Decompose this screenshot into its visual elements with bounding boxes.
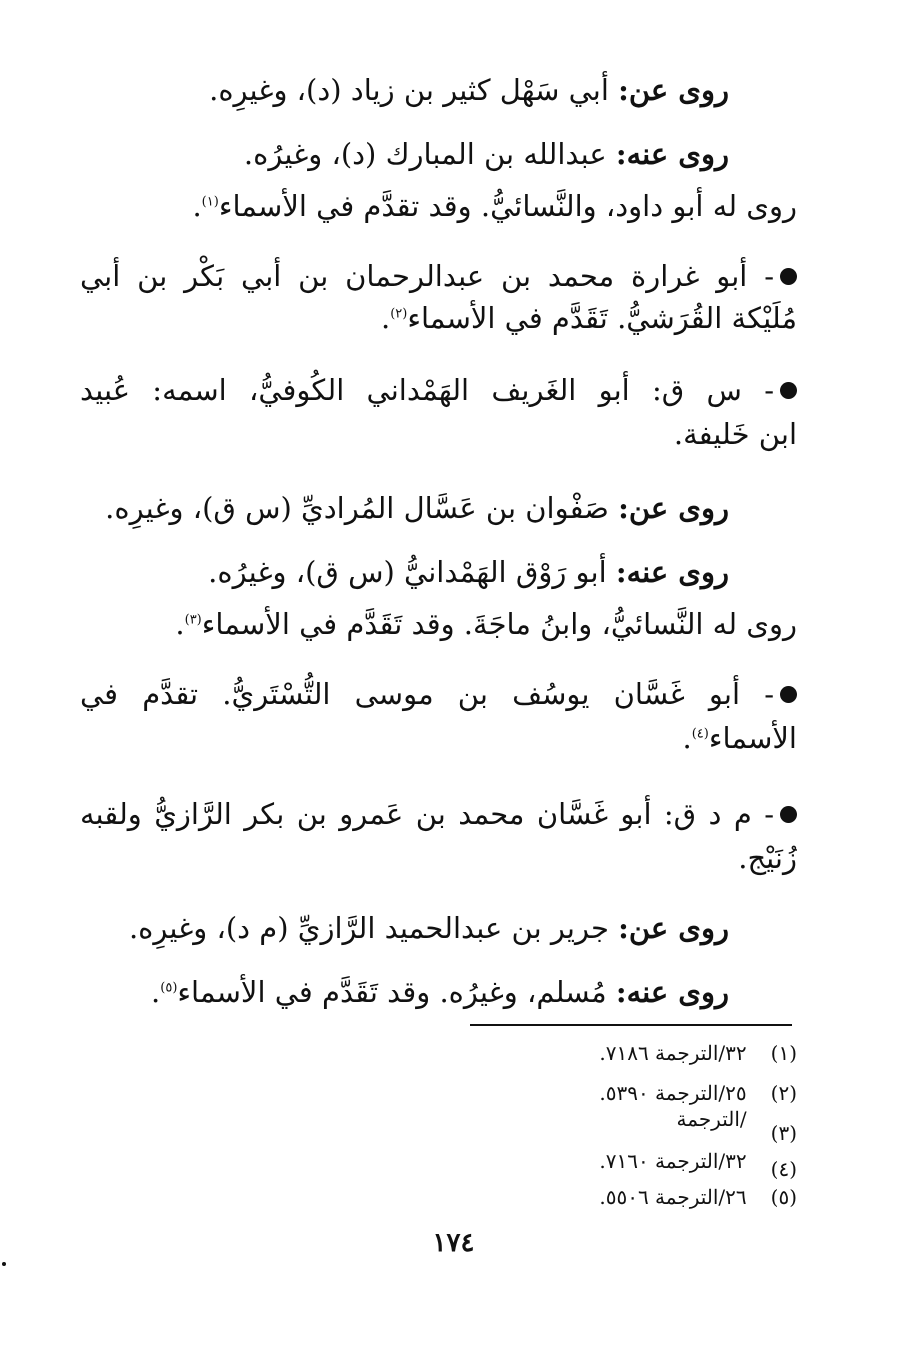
footnote-text: ٢٦/الترجمة ٥٥٠٦.: [599, 1185, 747, 1209]
narrated-from-line: [80, 70, 729, 110]
footnote-number: (١): [770, 1041, 797, 1065]
footnote-ref[interactable]: (١): [201, 194, 219, 210]
entry-text: روى له أبو داود، والنَّسائيُّ. وقد تقدَّم في الأسماء: [218, 189, 797, 223]
footnote-text: /الترجمة: [676, 1107, 747, 1131]
biography-entry-line1: [80, 794, 797, 834]
scan-speck: [2, 1262, 6, 1266]
narrated-by-label: روى عنه:: [615, 555, 729, 589]
narrated-by-line: [80, 134, 729, 174]
footnote-item: [437, 1184, 797, 1210]
biography-entry-line1: [80, 370, 797, 410]
entry-text: صَفْوان بن عَسَّال المُراديِّ (س ق)، وغيرِه.: [105, 491, 609, 525]
footnote-ref[interactable]: (٤): [691, 726, 709, 742]
entry-end: .: [192, 189, 202, 223]
biography-entry-line2: [80, 414, 797, 454]
entry-text: - أبو غَسَّان يوسُف بن موسى التُّسْتَريُّ. تقدَّم في: [80, 677, 774, 711]
entry-text: - أبو غرارة محمد بن عبدالرحمان بن أبي بَكْر بن أبي: [80, 259, 774, 293]
entry-text: الأسماء: [708, 721, 797, 755]
entry-end: .: [380, 301, 391, 335]
bullet-icon: [780, 382, 797, 399]
biography-entry-line2: [80, 838, 797, 878]
biography-entry-line2: [80, 718, 797, 758]
footnote-number: (٢): [770, 1081, 797, 1105]
footnote-ref[interactable]: (٥): [160, 980, 178, 996]
narrated-by-line: [80, 972, 729, 1012]
footnote-separator: [470, 1024, 792, 1026]
entry-text: ابن خَليفة.: [673, 417, 797, 451]
narrated-for-line: [80, 604, 797, 644]
footnote-ref[interactable]: (٢): [390, 306, 408, 322]
entry-text: مُلَيْكة القُرَشيُّ. تَقَدَّم في الأسماء: [407, 301, 797, 335]
footnote-text: ٣٢/الترجمة ٧١٦٠.: [599, 1149, 747, 1173]
entry-text: مُسلم، وغيرُه. وقد تَقَدَّم في الأسماء: [177, 975, 607, 1009]
footnote-item: [437, 1080, 797, 1106]
entry-end: .: [151, 975, 161, 1009]
narrated-by-label: روى عنه:: [615, 137, 729, 171]
footnote-item: [437, 1106, 797, 1145]
narrated-from-label: روى عن:: [618, 491, 729, 525]
footnote-text: ٢٥/الترجمة ٥٣٩٠.: [599, 1081, 747, 1105]
entry-text: زُنَيْج.: [738, 841, 797, 875]
entry-text: جرير بن عبدالحميد الرَّازيِّ (م د)، وغيرِه.: [128, 911, 609, 945]
footnote-number: (٣): [770, 1121, 797, 1145]
biography-entry-line1: [80, 256, 797, 296]
entry-text: - س ق: أبو الغَريف الهَمْداني الكُوفيُّ، اسمه: عُبيد: [80, 373, 774, 407]
narrated-by-label: روى عنه:: [615, 975, 729, 1009]
page-number: ١٧٤: [432, 1228, 475, 1258]
biography-entry-line2: [80, 298, 797, 338]
narrated-from-line: [80, 908, 729, 948]
bullet-icon: [780, 686, 797, 703]
entry-end: .: [682, 721, 692, 755]
bullet-icon: [780, 268, 797, 285]
footnote-number: (٥): [770, 1185, 797, 1209]
bullet-icon: [780, 806, 797, 823]
footnote-number: (٤): [770, 1157, 797, 1181]
footnote-item: [437, 1040, 797, 1066]
entry-text: - م د ق: أبو غَسَّان محمد بن عَمرو بن بكر الرَّازيُّ ولقبه: [80, 797, 774, 831]
narrated-for-line: [80, 186, 797, 226]
narrated-from-line: [80, 488, 729, 528]
entry-end: .: [175, 607, 185, 641]
narrated-from-label: روى عن:: [618, 73, 729, 107]
entry-text: أبو رَوْق الهَمْدانيُّ (س ق)، وغيرُه.: [208, 555, 607, 589]
footnote-item: [437, 1148, 797, 1181]
entry-text: روى له النَّسائيُّ، وابنُ ماجَةَ. وقد تَقَدَّم في الأسماء: [201, 607, 797, 641]
entry-text: أبي سَهْل كثير بن زياد (د)، وغيرِه.: [209, 73, 609, 107]
biography-entry-line1: [80, 674, 797, 714]
footnote-ref[interactable]: (٣): [184, 612, 202, 628]
narrated-from-label: روى عن:: [618, 911, 729, 945]
footnote-text: ٣٢/الترجمة ٧١٨٦.: [599, 1041, 747, 1065]
entry-text: عبدالله بن المبارك (د)، وغيرُه.: [243, 137, 607, 171]
narrated-by-line: [80, 552, 729, 592]
